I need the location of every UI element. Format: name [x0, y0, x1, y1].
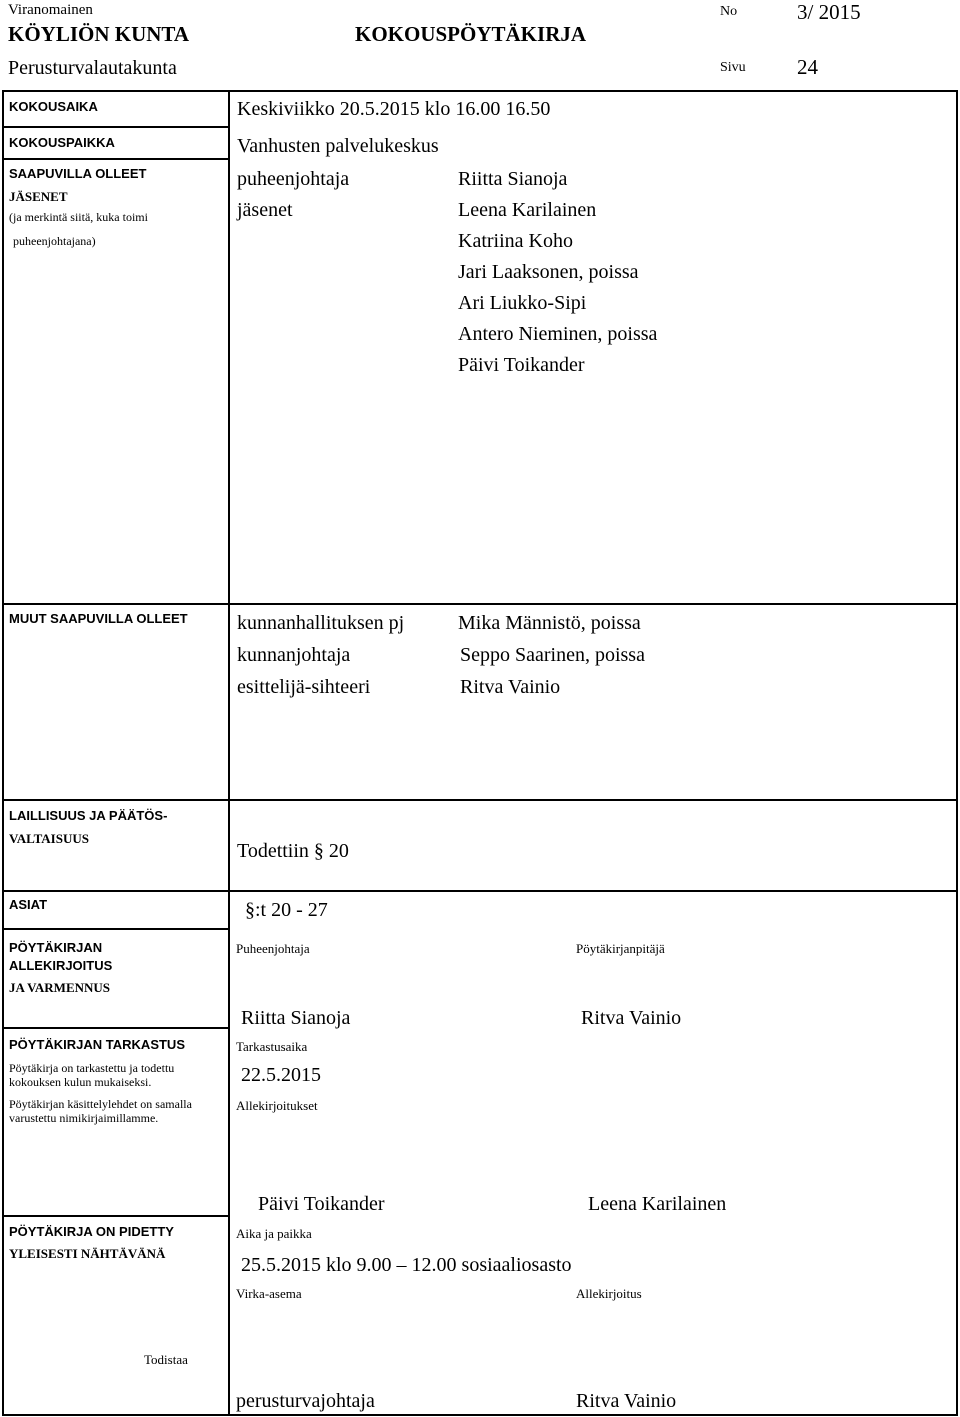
page-label: Sivu	[720, 60, 746, 75]
page-number: 24	[797, 55, 818, 79]
row-divider	[2, 158, 228, 160]
meeting-time-value: Keskiviikko 20.5.2015 klo 16.00 16.50	[237, 98, 551, 120]
other-name: Ritva Vainio	[460, 676, 561, 698]
review-signatures-caption: Allekirjoitukset	[236, 1098, 318, 1113]
chair-caption: Puheenjohtaja	[236, 941, 310, 956]
legality-label: LAILLISUUS JA PÄÄTÖS-	[9, 808, 168, 823]
member-name: Jari Laaksonen, poissa	[458, 261, 639, 283]
row-divider	[2, 890, 958, 892]
members-label-second-line: JÄSENET	[9, 189, 68, 204]
members-role: jäsenet	[237, 199, 293, 221]
other-name: Seppo Saarinen, poissa	[460, 644, 645, 666]
member-name: Leena Karilainen	[458, 199, 597, 221]
member-name: Ari Liukko-Sipi	[458, 292, 587, 314]
review-note: Pöytäkirja on tarkastettu ja todettu	[9, 1061, 175, 1075]
items-value: §:t 20 - 27	[245, 899, 328, 921]
legality-value: Todettiin § 20	[237, 840, 349, 862]
frame-bottom-line	[2, 1414, 958, 1416]
review-note: kokouksen kulun mukaiseksi.	[9, 1075, 152, 1089]
members-note: (ja merkintä siitä, kuka toimi	[9, 210, 148, 224]
public-display-label-second-line: YLEISESTI NÄHTÄVÄNÄ	[9, 1246, 166, 1261]
secretary-caption: Pöytäkirjanpitäjä	[576, 941, 665, 956]
row-divider	[2, 603, 958, 605]
row-divider	[2, 928, 228, 930]
other-role: kunnanhallituksen pj	[237, 612, 405, 634]
review-label: PÖYTÄKIRJAN TARKASTUS	[9, 1037, 185, 1052]
items-label: ASIAT	[9, 897, 48, 912]
other-name: Mika Männistö, poissa	[458, 612, 641, 634]
certify-label: Todistaa	[144, 1352, 188, 1367]
time-place-value: 25.5.2015 klo 9.00 – 12.00 sosiaaliosasto	[241, 1254, 572, 1276]
number-label: No	[720, 4, 738, 19]
members-note-second-line: puheenjohtajana)	[13, 234, 96, 248]
others-present-label: MUUT SAAPUVILLA OLLEET	[9, 611, 188, 626]
review-time-value: 22.5.2015	[241, 1064, 321, 1086]
number-value: 3/ 2015	[797, 0, 861, 24]
row-divider	[2, 126, 228, 128]
authority-label: Viranomainen	[8, 2, 93, 18]
member-name: Katriina Koho	[458, 230, 573, 252]
reviewer-signature: Päivi Toikander	[258, 1193, 385, 1215]
frame-left-line	[2, 90, 4, 1416]
signing-label-second-line: ALLEKIRJOITUS	[9, 958, 113, 973]
member-name: Riitta Sianoja	[458, 168, 568, 190]
public-display-label: PÖYTÄKIRJA ON PIDETTY	[9, 1224, 174, 1239]
member-name: Päivi Toikander	[458, 354, 585, 376]
row-divider	[2, 1215, 228, 1217]
chair-signature-name: Riitta Sianoja	[241, 1007, 351, 1029]
municipality-name: KÖYLIÖN KUNTA	[8, 22, 190, 46]
chair-role: puheenjohtaja	[237, 168, 350, 190]
column-divider	[228, 90, 230, 1416]
frame-right-line	[956, 90, 958, 1416]
frame-top-line	[2, 90, 958, 92]
review-note: Pöytäkirjan käsittelylehdet on samalla	[9, 1097, 192, 1111]
time-place-caption: Aika ja paikka	[236, 1226, 312, 1241]
position-value: perusturvajohtaja	[236, 1390, 375, 1412]
meeting-place-label: KOKOUSPAIKKA	[9, 135, 115, 150]
signing-label-third-line: JA VARMENNUS	[9, 980, 111, 995]
position-caption: Virka-asema	[236, 1286, 302, 1301]
row-divider	[2, 799, 958, 801]
row-divider	[2, 1027, 228, 1029]
certifier-signature: Ritva Vainio	[576, 1390, 677, 1412]
reviewer-signature: Leena Karilainen	[588, 1193, 727, 1215]
legality-label-second-line: VALTAISUUS	[9, 831, 89, 846]
member-name: Antero Nieminen, poissa	[458, 323, 658, 345]
other-role: esittelijä-sihteeri	[237, 676, 371, 698]
review-time-caption: Tarkastusaika	[236, 1039, 308, 1054]
review-note: varustettu nimikirjaimillamme.	[9, 1111, 159, 1125]
document-type: KOKOUSPÖYTÄKIRJA	[355, 22, 587, 46]
signature-caption: Allekirjoitus	[576, 1286, 642, 1301]
meeting-place-value: Vanhusten palvelukeskus	[237, 135, 439, 157]
secretary-signature-name: Ritva Vainio	[581, 1007, 682, 1029]
signing-label: PÖYTÄKIRJAN	[9, 940, 103, 955]
meeting-time-label: KOKOUSAIKA	[9, 99, 98, 114]
members-label: SAAPUVILLA OLLEET	[9, 166, 147, 181]
board-name: Perusturvalautakunta	[8, 57, 177, 79]
other-role: kunnanjohtaja	[237, 644, 351, 666]
